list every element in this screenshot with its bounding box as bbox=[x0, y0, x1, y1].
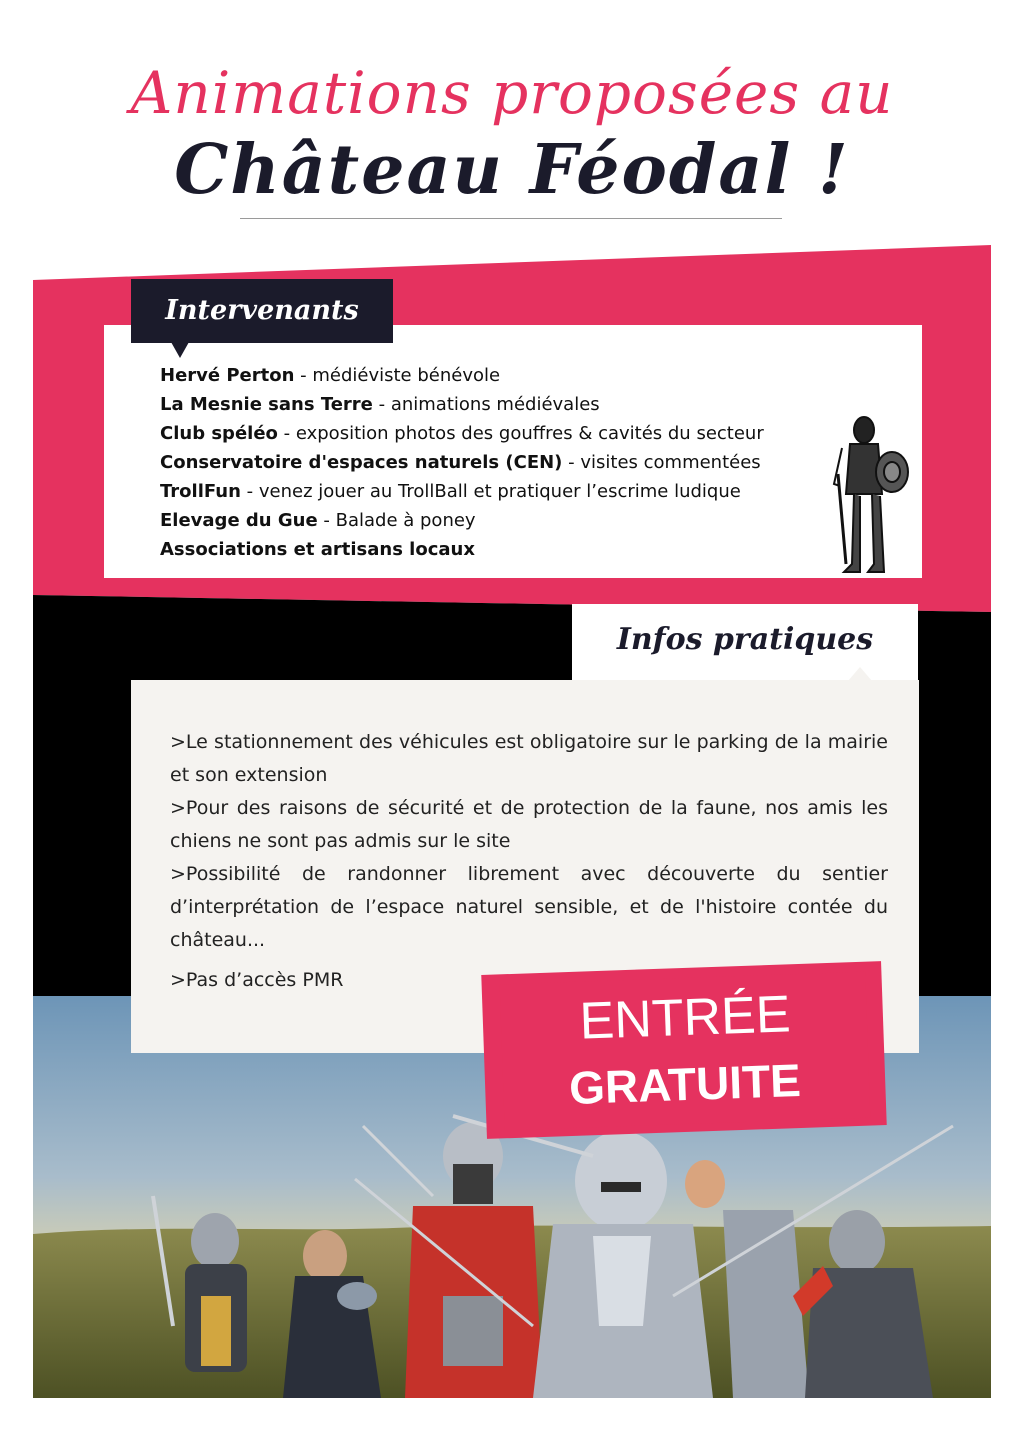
info-paragraph: >Possibilité de randonner librement avec découverte du sentier d’interprétation de l’espace naturel sensible, et de l'histoire contée du château... bbox=[170, 863, 888, 951]
title-line-2: Château Féodal ! bbox=[174, 130, 850, 210]
intervenants-list bbox=[160, 361, 860, 564]
intervenant-name: Conservatoire d'espaces naturels (CEN) bbox=[160, 452, 563, 473]
list-item bbox=[160, 419, 860, 448]
gratuite-label: GRATUITE bbox=[568, 1053, 802, 1115]
list-item bbox=[160, 390, 860, 419]
info-paragraph: >Pas d’accès PMR bbox=[170, 969, 344, 991]
intervenant-name: La Mesnie sans Terre bbox=[160, 394, 373, 415]
knight-left bbox=[185, 1213, 247, 1372]
list-item bbox=[160, 448, 860, 477]
title-line-1: Animations proposées au bbox=[130, 59, 894, 127]
intervenant-desc: - Balade à poney bbox=[317, 510, 476, 531]
list-item bbox=[160, 506, 860, 535]
list-item bbox=[160, 535, 860, 564]
knight-icon bbox=[828, 414, 912, 576]
intervenant-desc: - médiéviste bénévole bbox=[294, 365, 501, 386]
intervenant-name: TrollFun bbox=[160, 481, 241, 502]
intervenant-desc: - animations médiévales bbox=[372, 394, 600, 415]
intervenants-heading: Intervenants bbox=[131, 279, 393, 343]
intervenant-desc: - venez jouer au TrollBall et pratiquer l’escrime ludique bbox=[240, 481, 741, 502]
intervenant-name: Hervé Perton bbox=[160, 365, 295, 386]
intervenant-name: Elevage du Gue bbox=[160, 510, 318, 531]
intervenants-heading-pointer bbox=[171, 342, 189, 358]
list-item bbox=[160, 477, 860, 506]
intervenant-desc: - exposition photos des gouffres & cavités du secteur bbox=[277, 423, 764, 444]
info-paragraph: >Pour des raisons de sécurité et de protection de la faune, nos amis les chiens ne sont pas admis sur le site bbox=[170, 797, 888, 852]
intervenant-desc: - visites commentées bbox=[562, 452, 761, 473]
list-item bbox=[160, 361, 860, 390]
infos-heading-pointer bbox=[848, 667, 872, 681]
intervenant-name: Associations et artisans locaux bbox=[160, 539, 475, 560]
entree-label: ENTRÉE bbox=[578, 985, 792, 1051]
infos-heading: Infos pratiques bbox=[572, 604, 918, 680]
info-paragraph: >Le stationnement des véhicules est obligatoire sur le parking de la mairie et son extension bbox=[170, 731, 888, 786]
intervenant-name: Club spéléo bbox=[160, 423, 278, 444]
